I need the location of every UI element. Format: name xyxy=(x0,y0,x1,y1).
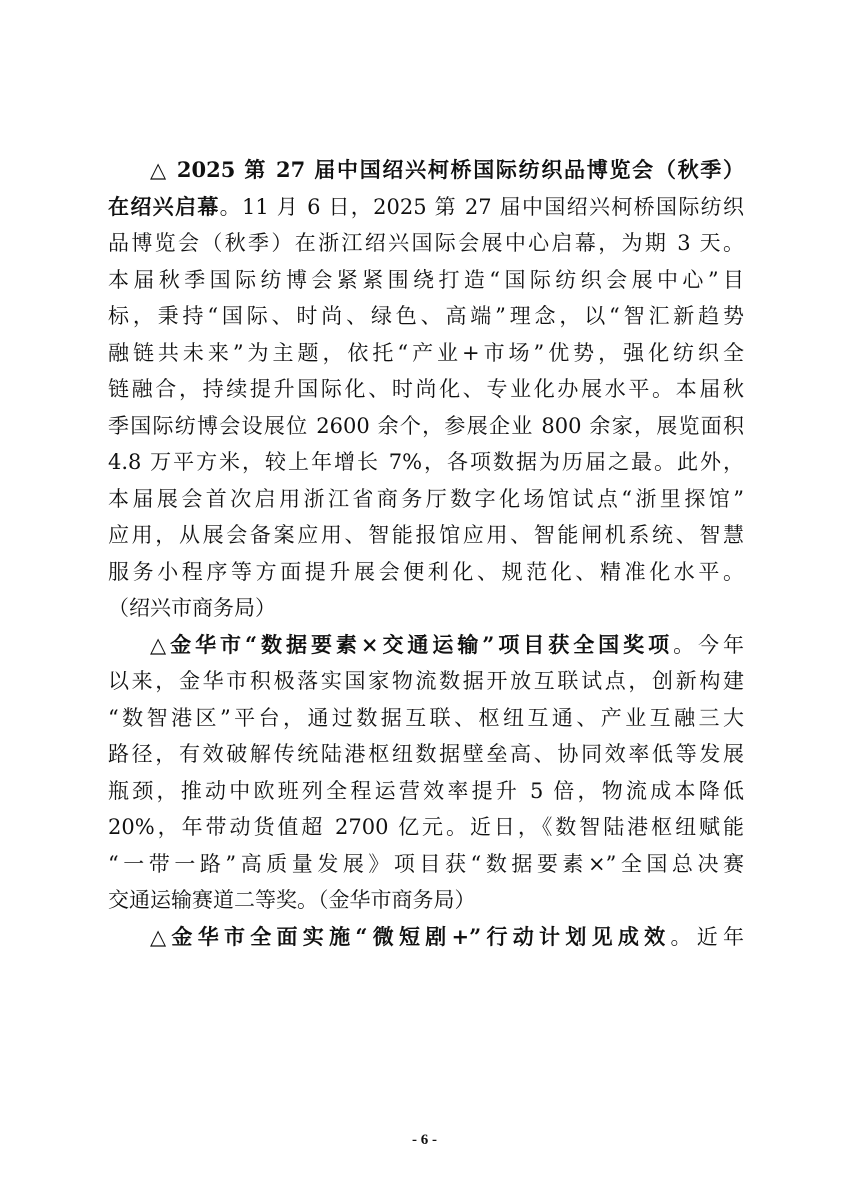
text-line xyxy=(108,517,744,554)
text-line xyxy=(108,371,744,408)
text-line xyxy=(108,627,744,664)
text-line xyxy=(108,554,744,591)
document-body xyxy=(108,152,744,955)
body-text: 本届展会首次启用浙江省商务厅数字化场馆试点“浙里探馆” xyxy=(108,486,744,511)
body-text: “数智港区”平台，通过数据互联、枢纽互通、产业互融三大 xyxy=(108,705,744,730)
text-line xyxy=(108,882,744,919)
body-text: 以来，金华市积极落实国家物流数据开放互联试点，创新构建 xyxy=(108,669,744,693)
text-line xyxy=(108,335,744,372)
body-text: “一带一路”高质量发展》项目获“数据要素×”全国总决赛 xyxy=(108,851,744,876)
paragraph-jinhua-data-award xyxy=(108,627,744,919)
text-line xyxy=(108,590,744,627)
headline-text: △金华市“数据要素×交通运输”项目获全国奖项 xyxy=(150,631,674,657)
body-text: 。11 月 6 日，2025 第 27 届中国绍兴柯桥国际纺织 xyxy=(219,194,744,219)
text-line xyxy=(108,152,744,189)
text-line xyxy=(108,262,744,299)
body-text: 4.8 万平方米，较上年增长 7%，各项数据为历届之最。此外， xyxy=(108,450,744,474)
body-text: 应用，从展会备案应用、智能报馆应用、智能闸机系统、智慧 xyxy=(108,523,744,547)
body-text: 瓶颈，推动中欧班列全程运营效率提升 5 倍，物流成本降低 xyxy=(108,778,744,803)
body-text: 品博览会（秋季）在浙江绍兴国际会展中心启幕，为期 3 天。 xyxy=(108,231,744,255)
source-attribution: （绍兴市商务局） xyxy=(108,596,276,620)
text-line xyxy=(108,225,744,262)
body-text: 交通运输赛道二等奖。（金华市商务局） xyxy=(108,888,476,912)
text-line xyxy=(108,773,744,810)
body-text: 。今年 xyxy=(673,632,745,657)
body-text: 路径，有效破解传统陆港枢纽数据壁垒高、协同效率低等发展 xyxy=(108,742,744,766)
text-line xyxy=(108,736,744,773)
paragraph-jinhua-micro-drama xyxy=(108,919,744,956)
body-text: 融链共未来”为主题，依托“产业+市场”优势，强化纺织全 xyxy=(108,340,744,365)
body-text: 20%，年带动货值超 2700 亿元。近日，《数智陆港枢纽赋能 xyxy=(108,815,744,839)
text-line xyxy=(108,408,744,445)
body-text: 季国际纺博会设展位 2600 余个，参展企业 800 余家，展览面积 xyxy=(108,413,744,438)
text-line xyxy=(108,663,744,700)
headline-text: △金华市全面实施“微短剧+”行动计划见成效 xyxy=(150,923,671,949)
body-text: 。近年 xyxy=(670,924,745,949)
text-line xyxy=(108,189,744,226)
text-line xyxy=(108,298,744,335)
text-line xyxy=(108,919,744,956)
page-number: - 6 - xyxy=(412,1132,437,1148)
headline-text: △ 2025 第 27 届中国绍兴柯桥国际纺织品博览会（秋季） xyxy=(150,157,744,182)
text-line xyxy=(108,846,744,883)
text-line xyxy=(108,481,744,518)
text-line xyxy=(108,809,744,846)
body-text: 链融合，持续提升国际化、时尚化、专业化办展水平。本届秋 xyxy=(108,377,744,401)
text-line xyxy=(108,700,744,737)
paragraph-shaoxing-textile-expo xyxy=(108,152,744,627)
body-text: 本届秋季国际纺博会紧紧围绕打造“国际纺织会展中心”目 xyxy=(108,267,744,292)
headline-text: 在绍兴启幕 xyxy=(108,193,220,219)
body-text: 服务小程序等方面提升展会便利化、规范化、精准化水平。 xyxy=(108,559,744,584)
body-text: 标，秉持“国际、时尚、绿色、高端”理念，以“智汇新趋势 xyxy=(108,304,744,328)
text-line xyxy=(108,444,744,481)
